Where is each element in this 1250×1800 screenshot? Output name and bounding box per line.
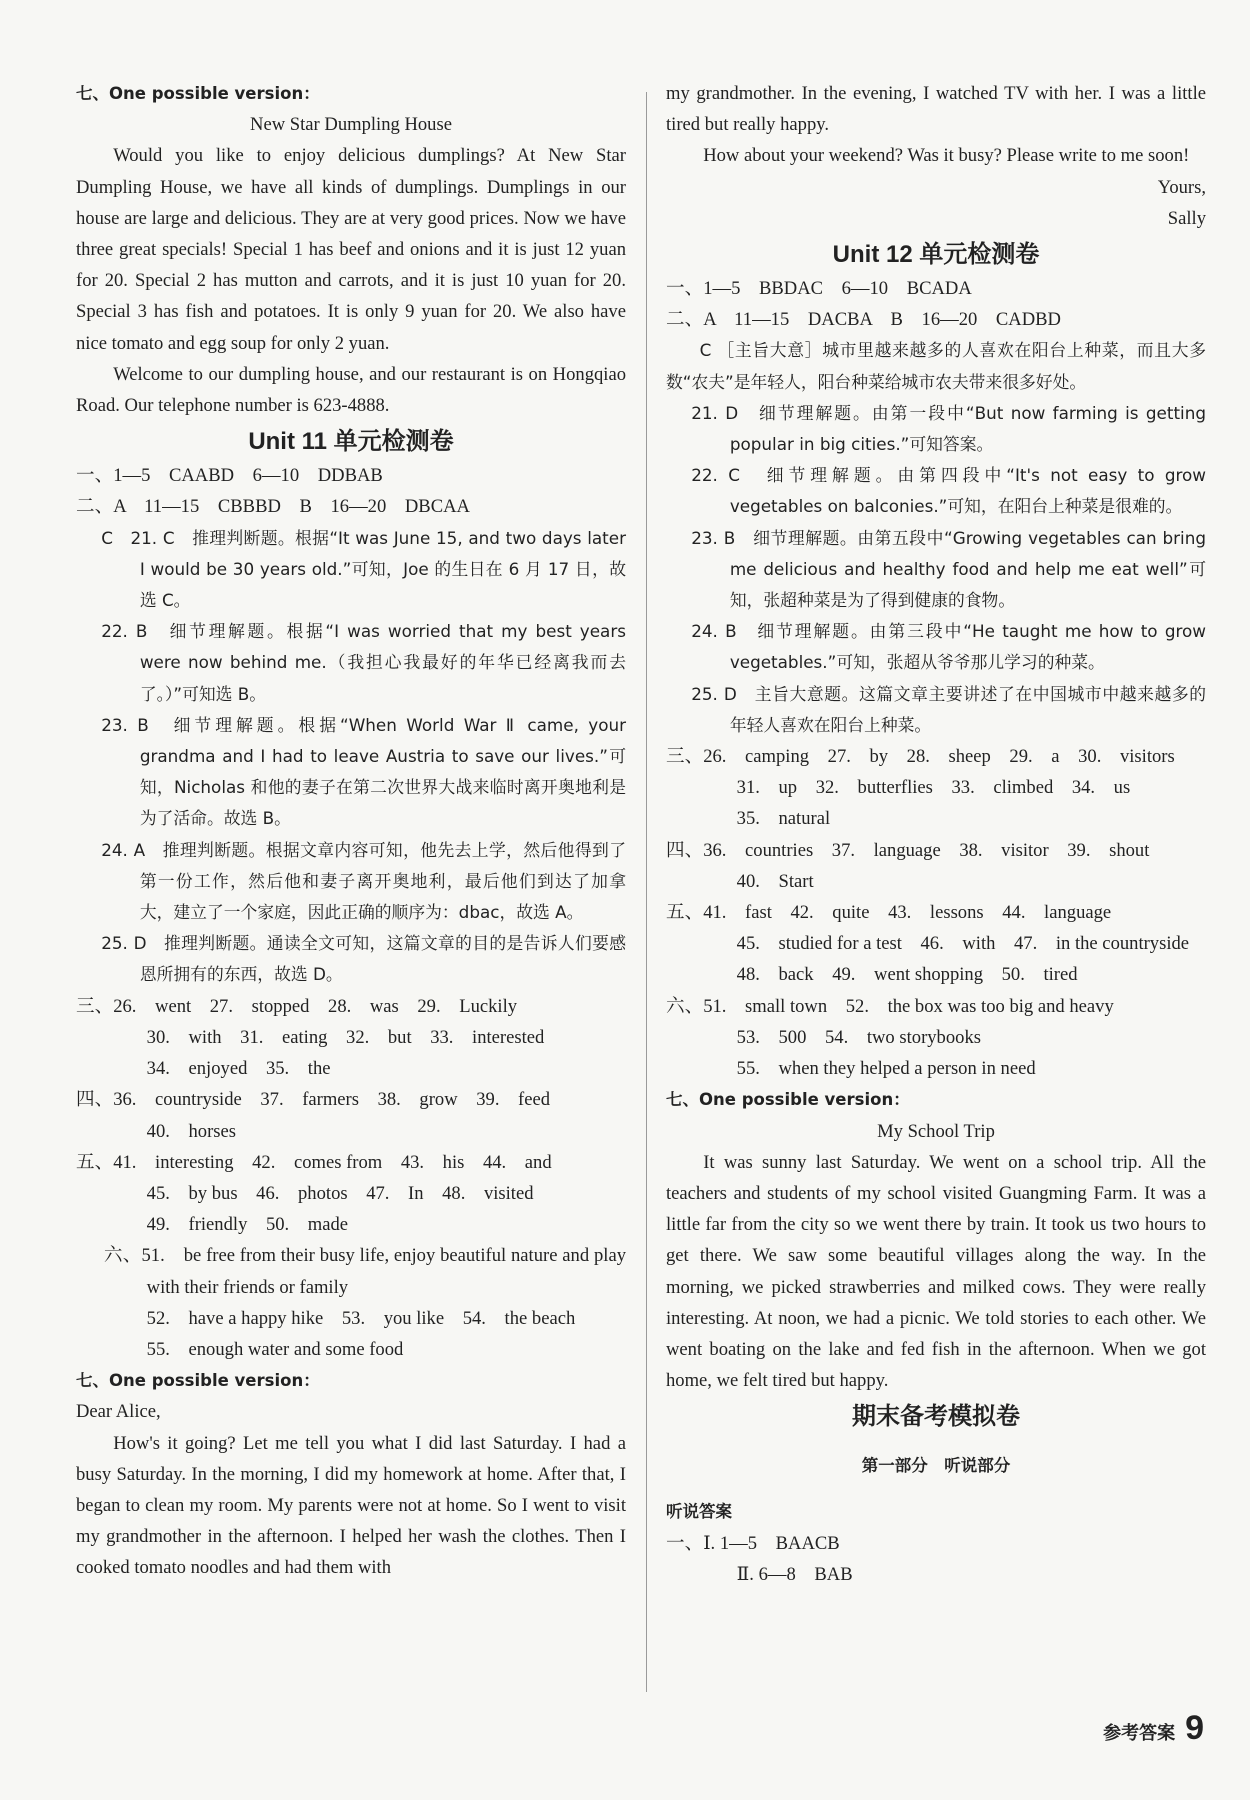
answer-line: 六、51. be free from their busy life, enjoy beautiful nature and play with their friends or family (103, 1245, 626, 1298)
listening-label: 听说答案 (666, 1502, 732, 1522)
answer-line: 34. enjoyed 35. the (146, 1058, 331, 1080)
answer-explanation: 25. D 主旨大意题。这篇文章主要讲述了在中国城市中越来越多的年轻人喜欢在阳台上种菜。 (691, 683, 1206, 735)
answer-line: 55. when they helped a person in need (736, 1058, 1036, 1080)
answer-line: 二、A 11—15 CBBBD B 16—20 DBCAA (76, 496, 470, 518)
essay-title: My School Trip (877, 1120, 995, 1142)
answer-line: 52. have a happy hike 53. you like 54. the beach (146, 1307, 576, 1329)
essay-label: 七、One possible version： (76, 84, 320, 103)
answer-line: 一、1—5 BBDAC 6—10 BCADA (666, 278, 972, 300)
answer-line: 四、36. countryside 37. farmers 38. grow 39. feed (76, 1089, 551, 1111)
final-part-title: 第一部分 听说部分 (861, 1455, 1011, 1475)
answer-line: 53. 500 54. two storybooks (736, 1026, 981, 1048)
answer-explanation: 22. C 细节理解题。由第四段中“It's not easy to grow vegetables on balconies.”可知，在阳台上种菜是很难的。 (691, 465, 1206, 517)
answer-explanation: 24. A 推理判断题。根据文章内容可知，他先去上学，然后他得到了第一份工作，然后他和妻子离开奥地利，最后他们到达了加拿大，建立了一个家庭，因此正确的顺序为：dbac，故选 A。 (101, 839, 626, 923)
answer-explanation: 24. B 细节理解题。由第三段中“He taught me how to grow vegetables.”可知，张超从爷爷那儿学习的种菜。 (691, 621, 1206, 673)
answer-explanation: C 21. C 推理判断题。根据“It was June 15, and two days later I would be 30 years old.”可知，Joe 的生日在 6 月 17 日，故选 C。 (101, 527, 626, 611)
unit12-title: Unit 12 单元检测卷 (832, 241, 1040, 269)
page-footer (1103, 1709, 1204, 1748)
column-divider (646, 92, 647, 1692)
answer-line: 45. by bus 46. photos 47. In 48. visited (146, 1182, 534, 1204)
answer-line: 48. back 49. went shopping 50. tired (736, 964, 1078, 986)
answer-line: 35. natural (736, 808, 831, 830)
answer-explanation: 23. B 细节理解题。根据“When World War Ⅱ came, your grandma and I had to leave Austria to save our lives.”可知，Nicholas 和他的妻子在第二次世界大战来临时离开奥地利是为了活命。故选 B。 (101, 714, 626, 829)
footer-label: 参考答案 (1103, 1723, 1176, 1744)
answer-line: 40. horses (146, 1120, 237, 1142)
answer-explanation: 25. D 推理判断题。通读全文可知，这篇文章的目的是告诉人们要感恩所拥有的东西，故选 D。 (101, 933, 626, 985)
letter-paragraph: How's it going? Let me tell you what I did last Saturday. I had a busy Saturday. In the morning, I did my homework at home. After that, I began to clean my room. My parents were not at home. So I went to visit my grandmother in the afternoon. I helped her wash the clothes. Then I cooked tomato noodles and had them with (76, 1432, 626, 1579)
essay-paragraph: It was sunny last Saturday. We went on a school trip. All the teachers and students of my school visited Guangming Farm. It was a little far from the city so we went there by train. It took us two hours to get there. We saw some beautiful villages along the way. In the morning, we picked strawberries and milked cows. They were really interesting. At noon, we had a picnic. We told stories to each other. We went boating on the lake and fed fish in the afternoon. When we got home, we felt tired but happy. (666, 1151, 1206, 1392)
main-idea: C ［主旨大意］城市里越来越多的人喜欢在阳台上种菜，而且大多数“农夫”是年轻人，阳台种菜给城市农夫带来很多好处。 (666, 340, 1206, 392)
answer-line: 31. up 32. butterflies 33. climbed 34. us (736, 777, 1131, 799)
essay-title: New Star Dumpling House (250, 114, 452, 136)
right-column (666, 78, 1206, 1590)
final-exam-title: 期末备考模拟卷 (852, 1403, 1020, 1431)
answer-line: 三、26. went 27. stopped 28. was 29. Luckily (76, 995, 518, 1017)
essay-paragraph: Welcome to our dumpling house, and our restaurant is on Hongqiao Road. Our telephone number is 623-4888. (76, 363, 626, 417)
answer-line: 49. friendly 50. made (146, 1214, 349, 1236)
answer-line: 六、51. small town 52. the box was too big and heavy (666, 995, 1114, 1017)
answer-explanation: 23. B 细节理解题。由第五段中“Growing vegetables can bring me delicious and healthy food and help me eat well”可知，张超种菜是为了得到健康的食物。 (691, 527, 1206, 611)
answer-line: 一、1—5 CAABD 6—10 DDBAB (76, 465, 383, 487)
essay-paragraph: Would you like to enjoy delicious dumplings? At New Star Dumpling House, we have all kinds of dumplings. Dumplings in our house are large and delicious. They are at very good prices. Now we have three great specials! Special 1 has beef and onions and it is just 12 yuan for 20. Special 2 has mutton and carrots, and it is just 10 yuan for 20. Special 3 has fish and potatoes. It is only 9 yuan for 20. We also have nice tomato and egg soup for only 2 yuan. (76, 145, 626, 354)
letter-paragraph: my grandmother. In the evening, I watched TV with her. I was a little tired but really happy. (666, 83, 1206, 136)
letter-closing: Yours, (1157, 176, 1206, 198)
answer-line: 40. Start (736, 870, 814, 892)
page-number: 9 (1185, 1709, 1204, 1747)
answer-line: 45. studied for a test 46. with 47. in the countryside (736, 933, 1190, 955)
letter-signature: Sally (1167, 207, 1206, 229)
letter-paragraph: How about your weekend? Was it busy? Please write to me soon! (703, 145, 1190, 167)
answer-line: 三、26. camping 27. by 28. sheep 29. a 30. visitors (666, 746, 1175, 768)
essay-label: 七、One possible version： (666, 1090, 910, 1110)
answer-line: 30. with 31. eating 32. but 33. interested (146, 1026, 545, 1048)
answer-line: 55. enough water and some food (146, 1338, 404, 1360)
answer-line: 五、41. fast 42. quite 43. lessons 44. language (666, 902, 1112, 924)
letter-greeting: Dear Alice, (76, 1401, 161, 1423)
answer-line: 四、36. countries 37. language 38. visitor 39. shout (666, 839, 1150, 861)
essay-label: 七、One possible version： (76, 1371, 320, 1391)
answer-line: Ⅱ. 6—8 BAB (736, 1563, 853, 1585)
answer-explanation: 22. B 细节理解题。根据“I was worried that my best years were now behind me.（我担心我最好的年华已经离我而去了。）”可知选 B。 (101, 621, 626, 704)
unit11-title: Unit 11 单元检测卷 (248, 428, 454, 456)
left-column (76, 78, 626, 1584)
answer-explanation: 21. D 细节理解题。由第一段中“But now farming is getting popular in big cities.”可知答案。 (691, 402, 1206, 455)
answer-line: 二、A 11—15 DACBA B 16—20 CADBD (666, 309, 1061, 331)
answer-line: 五、41. interesting 42. comes from 43. his 44. and (76, 1151, 552, 1173)
answer-line: 一、Ⅰ. 1—5 BAACB (666, 1532, 840, 1554)
